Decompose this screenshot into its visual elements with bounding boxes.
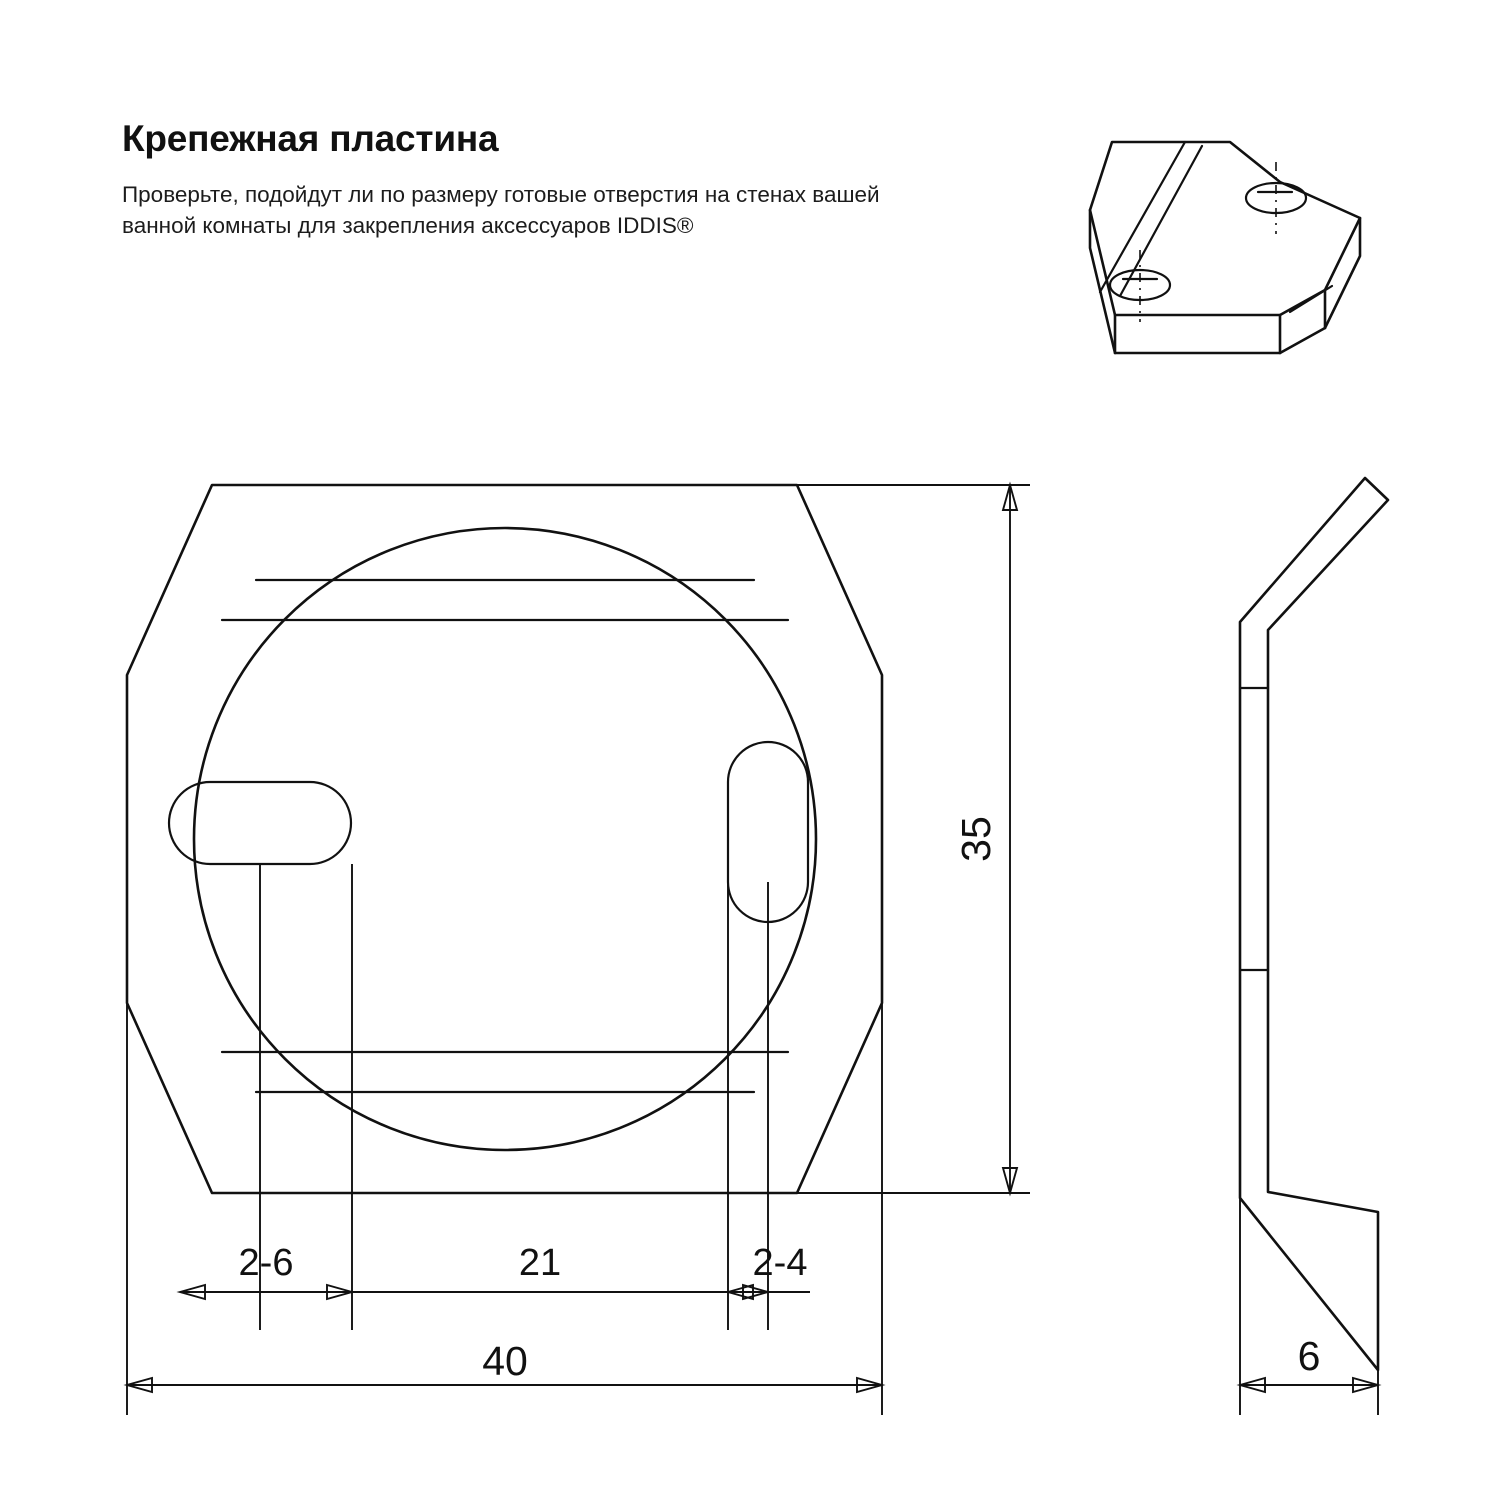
- dim-center-spacing-label: 21: [518, 1242, 562, 1284]
- dim-left-slot-label: 2-6: [238, 1242, 294, 1284]
- front-view: [80, 430, 1080, 1450]
- dim-thickness-label: 6: [1297, 1333, 1321, 1379]
- side-view: [1150, 430, 1480, 1450]
- isometric-view: [980, 100, 1380, 400]
- dim-height-label: 35: [953, 816, 999, 862]
- header-block: [122, 118, 942, 241]
- dim-right-slot-label: 2-4: [752, 1242, 808, 1284]
- page-title: Крепежная пластина: [122, 118, 499, 159]
- page-subtitle: Проверьте, подойдут ли по размеру готовые отверстия на стенах вашей ванной комнаты для закрепления аксессуаров IDDIS®: [122, 181, 880, 238]
- dim-total-width-label: 40: [482, 1338, 528, 1384]
